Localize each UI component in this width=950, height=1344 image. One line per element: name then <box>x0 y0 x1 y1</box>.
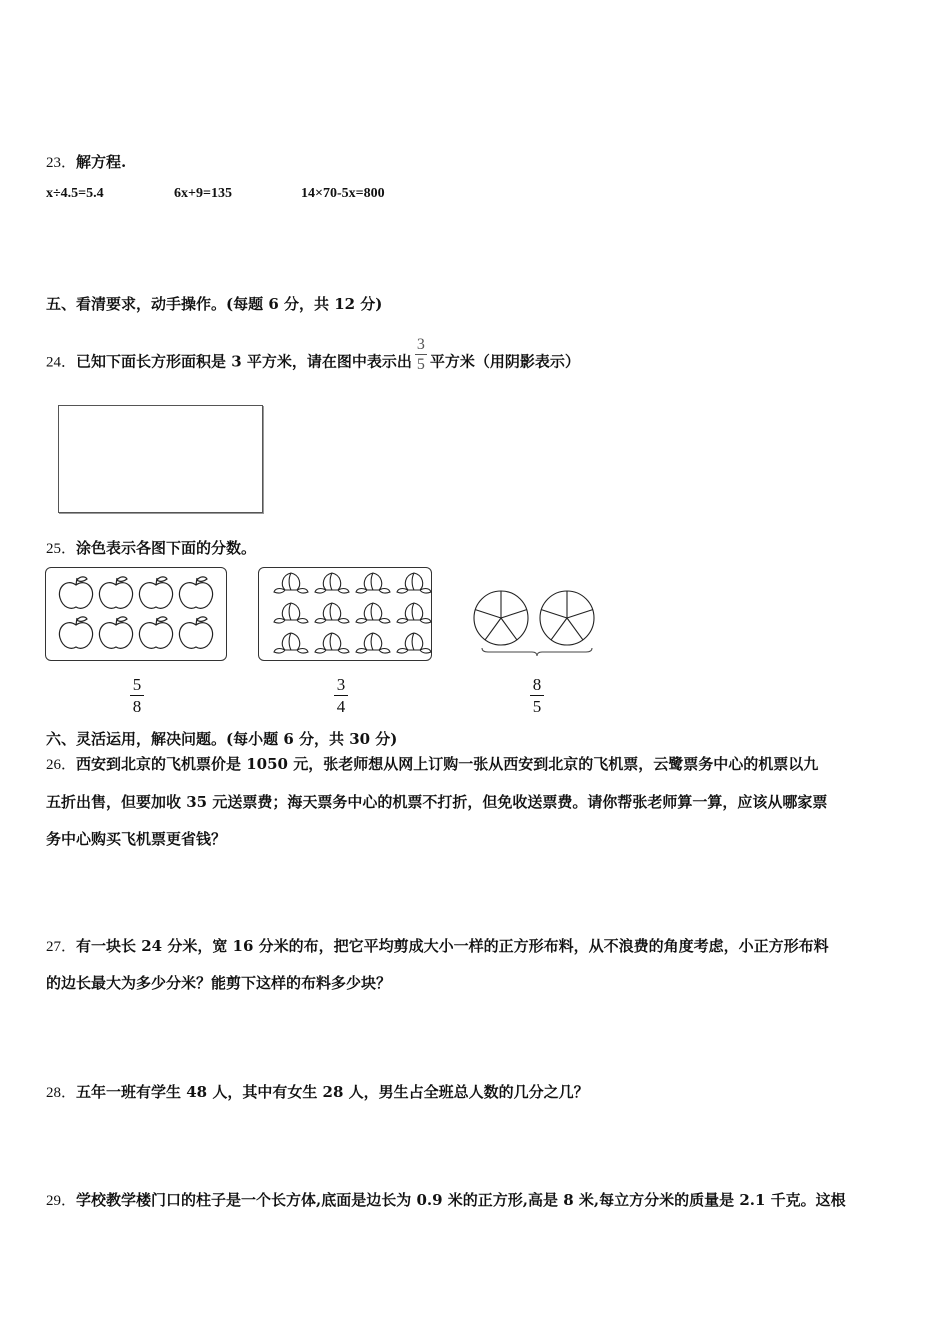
apple-icon[interactable] <box>179 577 212 608</box>
fraction-denominator: 4 <box>336 697 346 716</box>
q29-text: 学校教学楼门口的柱子是一个长方体,底面是边长为 0.9 米的正方形,高是 8 米,每立方分米的质量是 2.1 千克。这根 <box>76 1191 846 1209</box>
q25-fraction-1 <box>130 675 144 716</box>
q28-line <box>46 1082 589 1103</box>
peach-icon[interactable] <box>274 603 308 623</box>
q27-text-1: 有一块长 24 分米，宽 16 分米的布，把它平均剪成大小一样的正方形布料，从不浪费的角度考虑，小正方形布料 <box>76 937 829 955</box>
peach-icon[interactable] <box>315 633 349 653</box>
equation-3: 14×70-5x=800 <box>301 186 385 201</box>
q25-text <box>46 538 256 559</box>
q26-line-1 <box>46 754 818 775</box>
q25-number: 25． <box>46 541 77 557</box>
fraction-denominator: 5 <box>532 697 542 716</box>
equation-1: x÷4.5=5.4 <box>46 186 104 201</box>
fraction-denominator: 8 <box>132 697 142 716</box>
fraction-denominator: 5 <box>416 356 425 373</box>
q28-number: 28． <box>46 1085 77 1101</box>
fraction-numerator: 3 <box>416 336 425 353</box>
q26-number: 26． <box>46 757 77 773</box>
q28-text: 五年一班有学生 48 人，其中有女生 28 人，男生占全班总人数的几分之几？ <box>76 1083 589 1101</box>
q26-line-2: 五折出售，但要加收 35 元送票费；海天票务中心的机票不打折，但免收送票费。请你帮张老师算一算，应该从哪家票 <box>46 793 828 811</box>
peach-icon[interactable] <box>315 573 349 593</box>
peach-icon[interactable] <box>397 633 431 653</box>
pie-circle-icon[interactable] <box>474 591 528 645</box>
peach-icon[interactable] <box>397 603 431 623</box>
apple-icon[interactable] <box>99 577 132 608</box>
q26-text-1: 西安到北京的飞机票价是 1050 元，张老师想从网上订购一张从西安到北京的飞机票，云鹭票务中心的机票以九 <box>76 755 819 773</box>
q25-fraction-2 <box>334 675 348 716</box>
q24-text <box>46 336 580 381</box>
q25-instruction: 涂色表示各图下面的分数。 <box>76 539 257 557</box>
peach-icon[interactable] <box>356 603 390 623</box>
q25-fraction-3 <box>530 675 544 716</box>
q23-text: 解方程. <box>76 153 127 171</box>
fraction-numerator: 5 <box>132 675 142 694</box>
apple-icon[interactable] <box>139 617 172 648</box>
pie-circle-icon[interactable] <box>540 591 594 645</box>
apple-icon[interactable] <box>59 577 92 608</box>
apple-icon[interactable] <box>139 577 172 608</box>
fraction-numerator: 8 <box>532 675 542 694</box>
q24-number: 24． <box>46 354 77 371</box>
brace-icon <box>482 648 592 656</box>
q24-fraction <box>415 336 427 373</box>
q24-rectangle[interactable] <box>58 405 263 513</box>
apple-icon[interactable] <box>99 617 132 648</box>
peach-icon[interactable] <box>356 573 390 593</box>
peach-icon[interactable] <box>356 633 390 653</box>
pie-group <box>470 588 600 668</box>
q27-number: 27． <box>46 939 77 955</box>
fraction-numerator: 3 <box>336 675 346 694</box>
q29-line <box>46 1190 846 1211</box>
apple-group <box>45 567 227 661</box>
q23-number: 23． <box>46 155 77 171</box>
q24-text-before: 已知下面长方形面积是 3 平方米，请在图中表示出 <box>76 352 412 371</box>
equation-2: 6x+9=135 <box>174 186 232 201</box>
peach-group <box>258 567 432 661</box>
q24-text-after: 平方米（用阴影表示） <box>429 352 580 371</box>
section5-heading: 五、看清要求，动手操作。(每题 6 分，共 12 分) <box>46 295 383 313</box>
q29-number: 29． <box>46 1193 77 1209</box>
peach-icon[interactable] <box>397 573 431 593</box>
q27-line-2: 的边长最大为多少分米？能剪下这样的布料多少块？ <box>46 974 392 992</box>
section6-heading: 六、灵活运用，解决问题。(每小题 6 分，共 30 分) <box>46 730 398 748</box>
q27-line-1 <box>46 936 829 957</box>
peach-icon[interactable] <box>274 633 308 653</box>
peach-icon[interactable] <box>315 603 349 623</box>
apple-icon[interactable] <box>59 617 92 648</box>
q23-title <box>46 152 126 173</box>
peach-icon[interactable] <box>274 573 308 593</box>
q26-line-3: 务中心购买飞机票更省钱？ <box>46 830 227 848</box>
apple-icon[interactable] <box>179 617 212 648</box>
